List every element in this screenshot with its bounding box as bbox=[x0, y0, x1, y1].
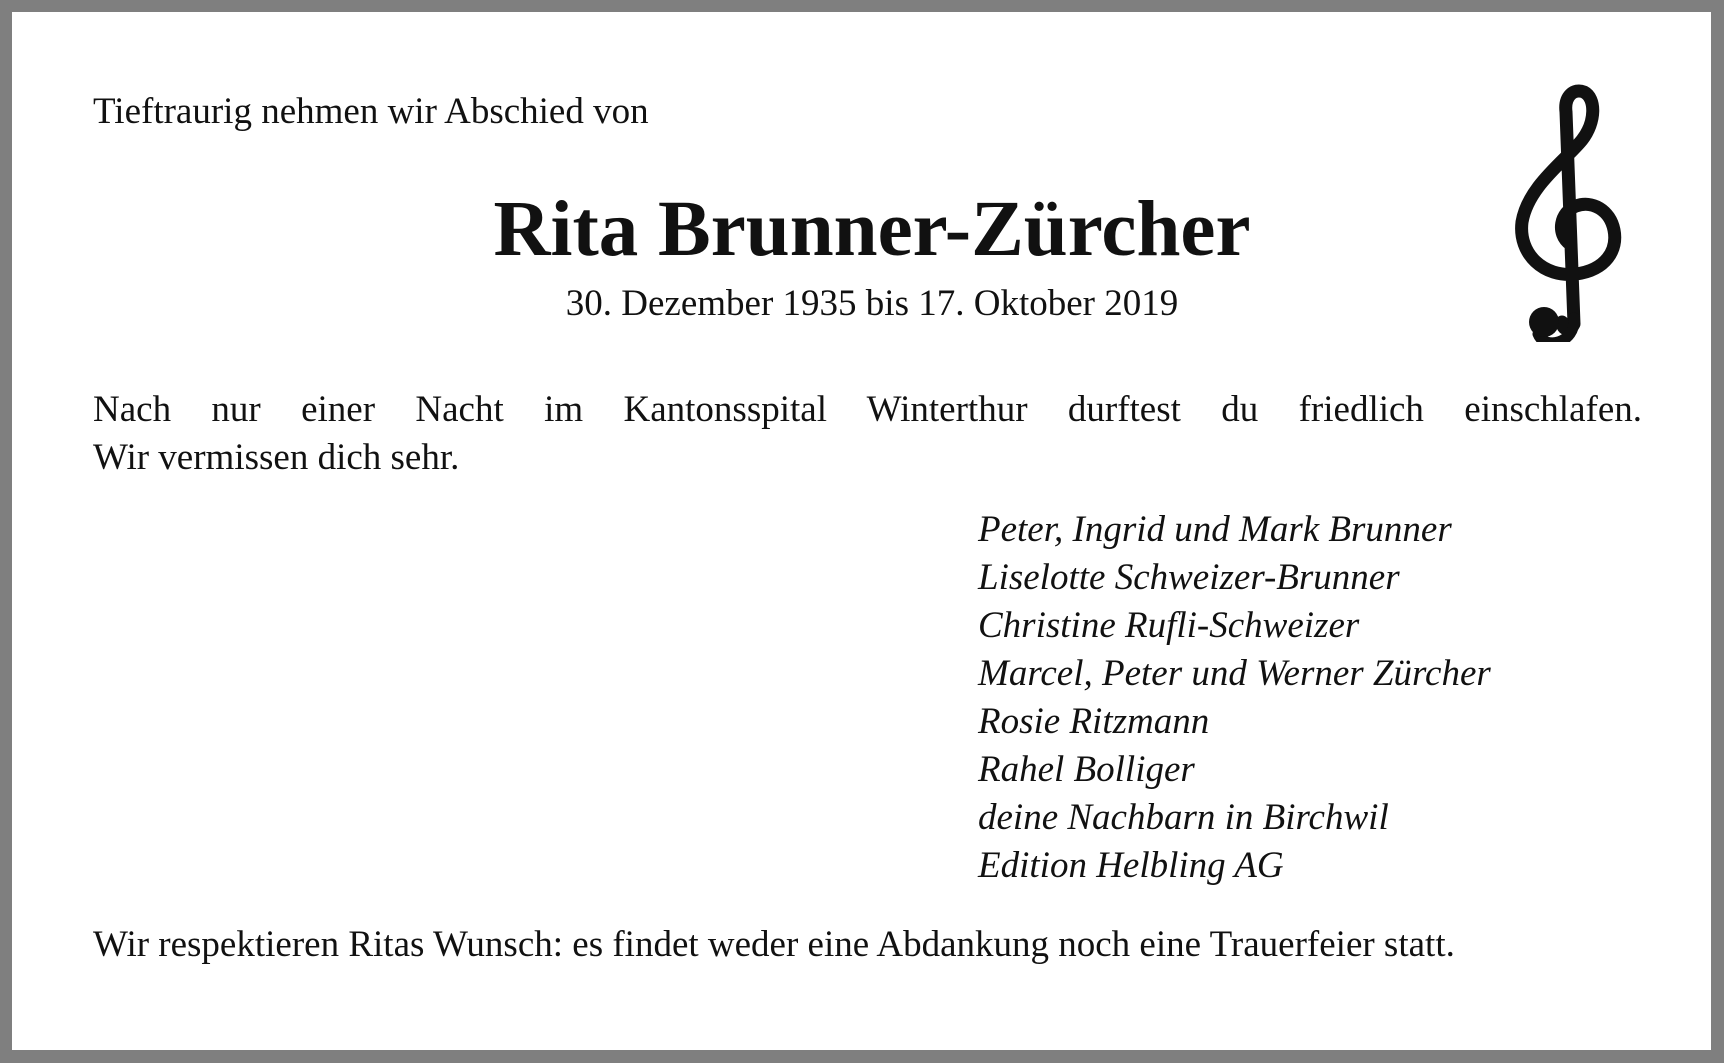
mourner-entry: Liselotte Schweizer-Brunner bbox=[978, 557, 1400, 598]
mourner-entry: Christine Rufli-Schweizer bbox=[978, 605, 1360, 646]
mourner-entry: Rosie Ritzmann bbox=[978, 701, 1210, 742]
mourner-entry: Edition Helbling AG bbox=[978, 845, 1284, 886]
mourner-entry: Marcel, Peter und Werner Zürcher bbox=[978, 653, 1491, 694]
mourner-entry: Peter, Ingrid und Mark Brunner bbox=[978, 509, 1452, 550]
mourners-list bbox=[978, 506, 1491, 890]
deceased-name: Rita Brunner-Zürcher bbox=[493, 186, 1251, 273]
message-line: Nach nur einer Nacht im Kantonsspital Winterthur durftest du friedlich einschlafen. bbox=[93, 389, 1642, 430]
obituary-notice bbox=[12, 12, 1711, 1050]
closing-statement: Wir respektieren Ritas Wunsch: es findet weder eine Abdankung noch eine Trauerfeier statt. bbox=[93, 924, 1455, 965]
mourner-entry: Rahel Bolliger bbox=[978, 749, 1195, 790]
mourner-entry: deine Nachbarn in Birchwil bbox=[978, 797, 1389, 838]
message-paragraph bbox=[93, 386, 1642, 482]
message-line: Wir vermissen dich sehr. bbox=[93, 437, 460, 478]
life-dates: 30. Dezember 1935 bis 17. Oktober 2019 bbox=[565, 283, 1179, 324]
intro-text: Tieftraurig nehmen wir Abschied von bbox=[93, 91, 649, 132]
treble-clef-icon bbox=[1500, 82, 1635, 342]
